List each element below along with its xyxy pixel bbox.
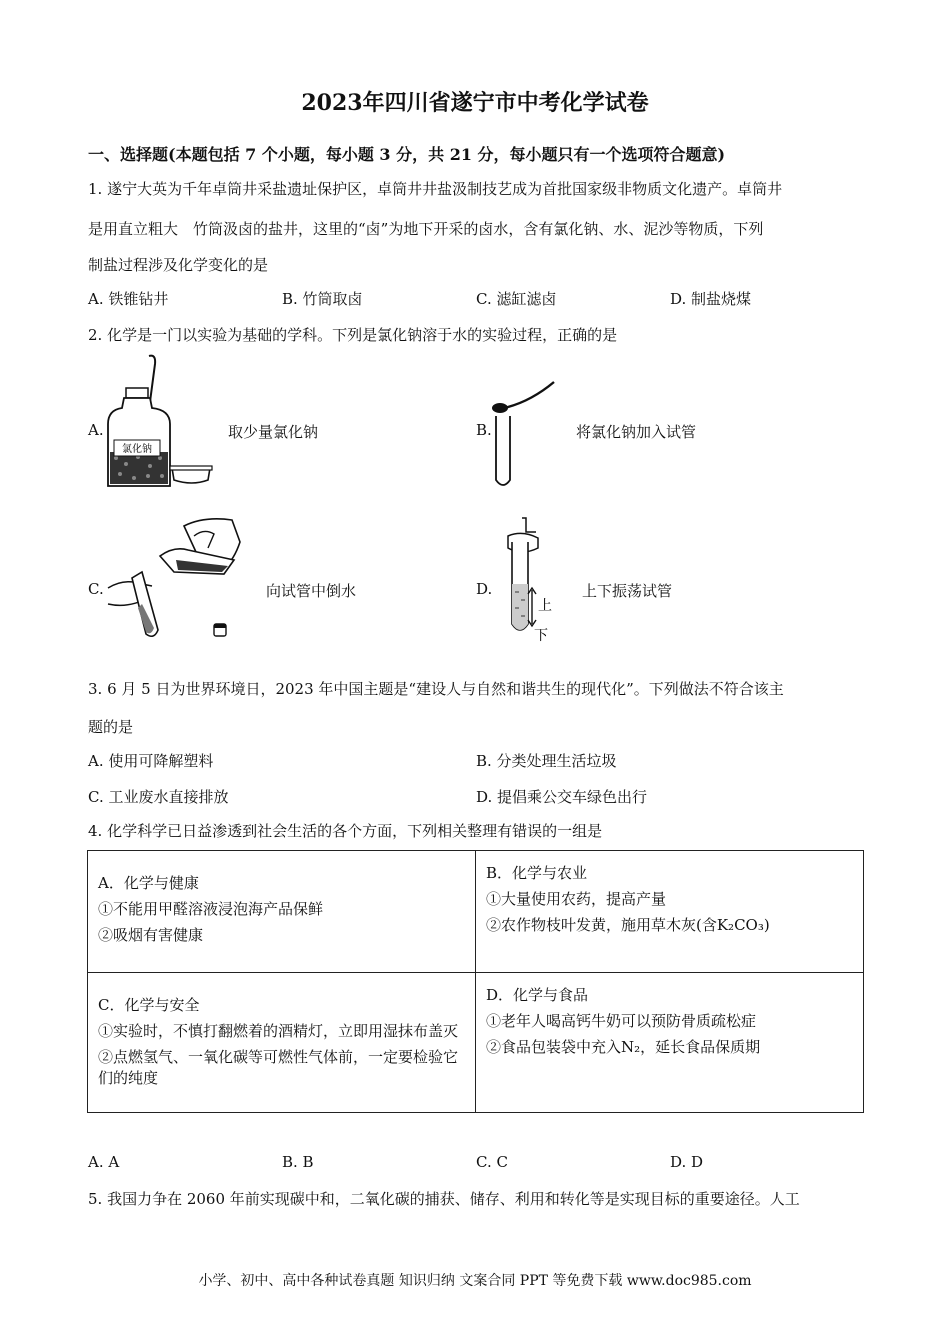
q2-stem: 2. 化学是一门以实验为基础的学科。下列是氯化钠溶于水的实验过程，正确的是 <box>88 326 618 344</box>
q2-option-c-caption: 向试管中倒水 <box>266 582 357 600</box>
q4-option-d: D. D <box>670 1153 704 1171</box>
q3-option-c: C. 工业废水直接排放 <box>88 788 229 806</box>
q2-option-b-letter: B. <box>476 421 492 439</box>
q4-cell-c <box>88 973 476 1113</box>
q3-line1: 3. 6 月 5 日为世界环境日，2023 年中国主题是“建设人与自然和谐共生的现代化”。下列做法不符合该主 <box>88 680 784 698</box>
q4-cell-d-line2: ②食品包装袋中充入N₂，延长食品保质期 <box>486 1037 761 1056</box>
q5-line1: 5. 我国力争在 2060 年前实现碳中和，二氧化碳的捕获、储存、利用和转化等是实现目标的重要途径。人工 <box>88 1190 800 1208</box>
q2-option-a-letter: A. <box>88 421 104 439</box>
q4-cell-d-line1: ①老年人喝高钙牛奶可以预防骨质疏松症 <box>486 1011 757 1030</box>
q4-cell-d <box>476 973 864 1113</box>
q3-option-b: B. 分类处理生活垃圾 <box>476 752 617 770</box>
q1-option-c: C. 滤缸滤卤 <box>476 290 557 308</box>
q4-cell-a-title: A．化学与健康 <box>98 874 199 892</box>
section-heading: 一、选择题(本题包括 7 个小题，每小题 3 分，共 21 分，每小题只有一个选项符合题意) <box>88 145 726 164</box>
q4-cell-b-line1: ①大量使用农药，提高产量 <box>486 889 667 908</box>
up-label: 上 <box>538 598 552 614</box>
q1-line1: 1. 遂宁大英为千年卓筒井采盐遗址保护区，卓筒井井盐汲制技艺成为首批国家级非物质文化遗产。卓筒井 <box>88 180 783 198</box>
q4-option-b: B. B <box>282 1153 314 1171</box>
q3-line2: 题的是 <box>88 718 134 736</box>
q4-stem: 4. 化学科学已日益渗透到社会生活的各个方面，下列相关整理有错误的一组是 <box>88 822 603 840</box>
q2-option-d-caption: 上下振荡试管 <box>582 582 673 600</box>
q4-cell-a-line2: ②吸烟有害健康 <box>98 925 204 944</box>
q2-option-a-caption: 取少量氯化钠 <box>228 423 319 441</box>
bottle-label: 氯化钠 <box>122 444 152 455</box>
q4-cell-a <box>88 851 476 973</box>
q3-option-a: A. 使用可降解塑料 <box>88 752 214 770</box>
pouring-water-figure <box>104 512 256 644</box>
q4-cell-a-line1: ①不能用甲醛溶液浸泡海产品保鲜 <box>98 899 324 918</box>
q4-cell-c-title: C．化学与安全 <box>98 996 200 1014</box>
q2-option-b-caption: 将氯化钠加入试管 <box>576 423 697 441</box>
q4-cell-b-line2: ②农作物枝叶发黄，施用草木灰(含K₂CO₃) <box>486 915 770 934</box>
shaking-test-tube-figure <box>492 512 564 646</box>
q1-option-b: B. 竹筒取卤 <box>282 290 363 308</box>
q4-cell-c-line1: ①实验时，不慎打翻燃着的酒精灯，立即用湿抹布盖灭 <box>98 1021 459 1040</box>
spoon-test-tube-figure <box>490 372 562 492</box>
q1-line2: 是用直立粗大 竹筒汲卤的盐井，这里的“卤”为地下开采的卤水，含有氯化钠、水、泥沙等物质，下列 <box>88 220 764 238</box>
q1-line3: 制盐过程涉及化学变化的是 <box>88 256 269 274</box>
q4-table <box>87 850 864 1113</box>
q4-option-c: C. C <box>476 1153 508 1171</box>
q2-option-d-letter: D. <box>476 580 493 598</box>
q4-cell-c-line2: ②点燃氢气、一氧化碳等可燃性气体前，一定要检验它们的纯度 <box>98 1047 459 1088</box>
q4-cell-d-title: D．化学与食品 <box>486 986 589 1004</box>
q4-cell-b-title: B．化学与农业 <box>486 864 588 882</box>
q1-option-a: A. 铁锥钻井 <box>88 290 169 308</box>
q4-option-a: A. A <box>88 1153 120 1171</box>
page-title: 2023年四川省遂宁市中考化学试卷 <box>301 90 649 116</box>
q3-option-d: D. 提倡乘公交车绿色出行 <box>476 788 648 806</box>
q4-cell-b <box>476 851 864 973</box>
reagent-bottle-figure <box>104 352 222 492</box>
down-label: 下 <box>534 628 548 644</box>
q2-option-c-letter: C. <box>88 580 104 598</box>
q1-option-d: D. 制盐烧煤 <box>670 290 752 308</box>
page-footer: 小学、初中、高中各种试卷真题 知识归纳 文案合同 PPT 等免费下载 www.doc985.com <box>198 1273 752 1289</box>
